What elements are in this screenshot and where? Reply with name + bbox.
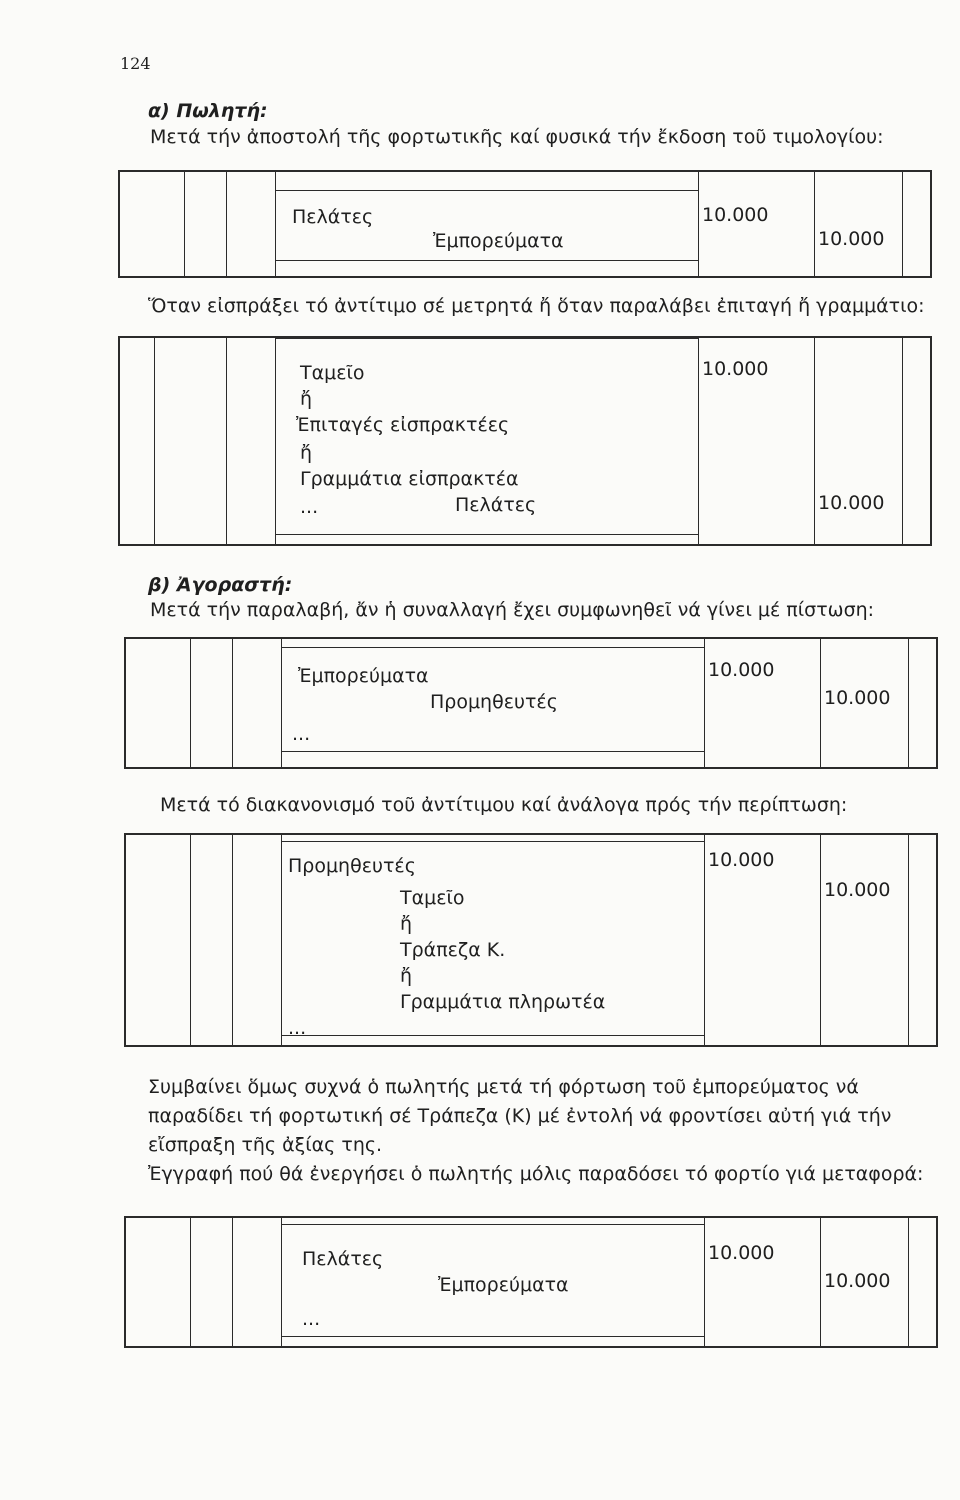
credit-line-cash: Ταμεῖο	[400, 887, 465, 909]
or-line: ἤ	[300, 442, 313, 464]
debit-amount: 10.000	[708, 849, 775, 871]
closing-paragraph-2: Ἐγγραφή πού θά ἐνεργήσει ὁ πωλητής μόλις παραδόσει τό φορτίο γιά μεταφορά:	[148, 1163, 924, 1185]
journal-entry-seller-bank-dispatch	[124, 1216, 938, 1348]
ellipsis: ...	[288, 1017, 307, 1039]
credit-account: Ἐμπορεύματα	[438, 1274, 569, 1296]
seller-intro: Μετά τήν ἀποστολή τῆς φορτωτικῆς καί φυσικά τήν ἔκδοση τοῦ τιμολογίου:	[150, 126, 884, 148]
journal-entry-buyer-purchase	[124, 637, 938, 769]
buyer-intro-2: Μετά τό διακανονισμό τοῦ ἀντίτιμου καί ἀνάλογα πρός τήν περίπτωση:	[160, 794, 848, 816]
credit-account: Ἐμπορεύματα	[433, 230, 564, 252]
debit-account: Πελάτες	[292, 206, 374, 228]
credit-account: Προμηθευτές	[430, 691, 558, 713]
credit-amount: 10.000	[824, 687, 891, 709]
debit-amount: 10.000	[708, 1242, 775, 1264]
credit-line-bank: Τράπεζα Κ.	[400, 939, 506, 961]
journal-entry-seller-invoice	[118, 170, 932, 278]
closing-paragraph-1: Συμβαίνει ὅμως συχνά ὁ πωλητής μετά τή φόρτωση τοῦ ἐμπορεύματος νά παραδίδει τή φορτωτική σέ Τράπεζα (Κ) μέ ἐντολή νά φροντίσει αὐτή γιά τήν εἴσπραξη τῆς ἀξίας της.	[148, 1076, 892, 1156]
debit-line-notes: Γραμμάτια εἰσπρακτέα	[300, 468, 519, 490]
credit-line-notes-payable: Γραμμάτια πληρωτέα	[400, 991, 606, 1013]
debit-amount: 10.000	[702, 358, 769, 380]
credit-amount: 10.000	[824, 1270, 891, 1292]
debit-account: Ἐμπορεύματα	[298, 665, 429, 687]
ellipsis: ...	[300, 496, 319, 518]
buyer-intro: Μετά τήν παραλαβή, ἄν ἡ συναλλαγή ἔχει συμφωνηθεῖ νά γίνει μέ πίστωση:	[150, 599, 875, 621]
or-line: ἤ	[400, 913, 413, 935]
ellipsis: ...	[292, 723, 311, 745]
buyer-heading: β) Ἀγοραστή:	[148, 574, 293, 596]
debit-account: Πελάτες	[302, 1248, 384, 1270]
or-line: ἤ	[300, 388, 313, 410]
credit-amount: 10.000	[818, 492, 885, 514]
debit-line-cash: Ταμεῖο	[300, 362, 365, 384]
debit-amount: 10.000	[708, 659, 775, 681]
credit-account: Πελάτες	[455, 494, 537, 516]
journal-entry-buyer-settlement	[124, 833, 938, 1047]
journal-entry-seller-collection	[118, 336, 932, 546]
seller-heading: α) Πωλητή:	[148, 100, 268, 122]
ellipsis: ...	[302, 1308, 321, 1330]
debit-account: Προμηθευτές	[288, 855, 416, 877]
seller-intro-2: Ὅταν εἰσπράξει τό ἀντίτιμο σέ μετρητά ἤ ὅταν παραλάβει ἐπιταγή ἤ γραμμάτιο:	[148, 295, 925, 317]
debit-amount: 10.000	[702, 204, 769, 226]
debit-line-cheques: Ἐπιταγές εἰσπρακτέες	[296, 414, 510, 436]
page-number: 124	[120, 54, 151, 73]
or-line: ἤ	[400, 965, 413, 987]
credit-amount: 10.000	[824, 879, 891, 901]
credit-amount: 10.000	[818, 228, 885, 250]
